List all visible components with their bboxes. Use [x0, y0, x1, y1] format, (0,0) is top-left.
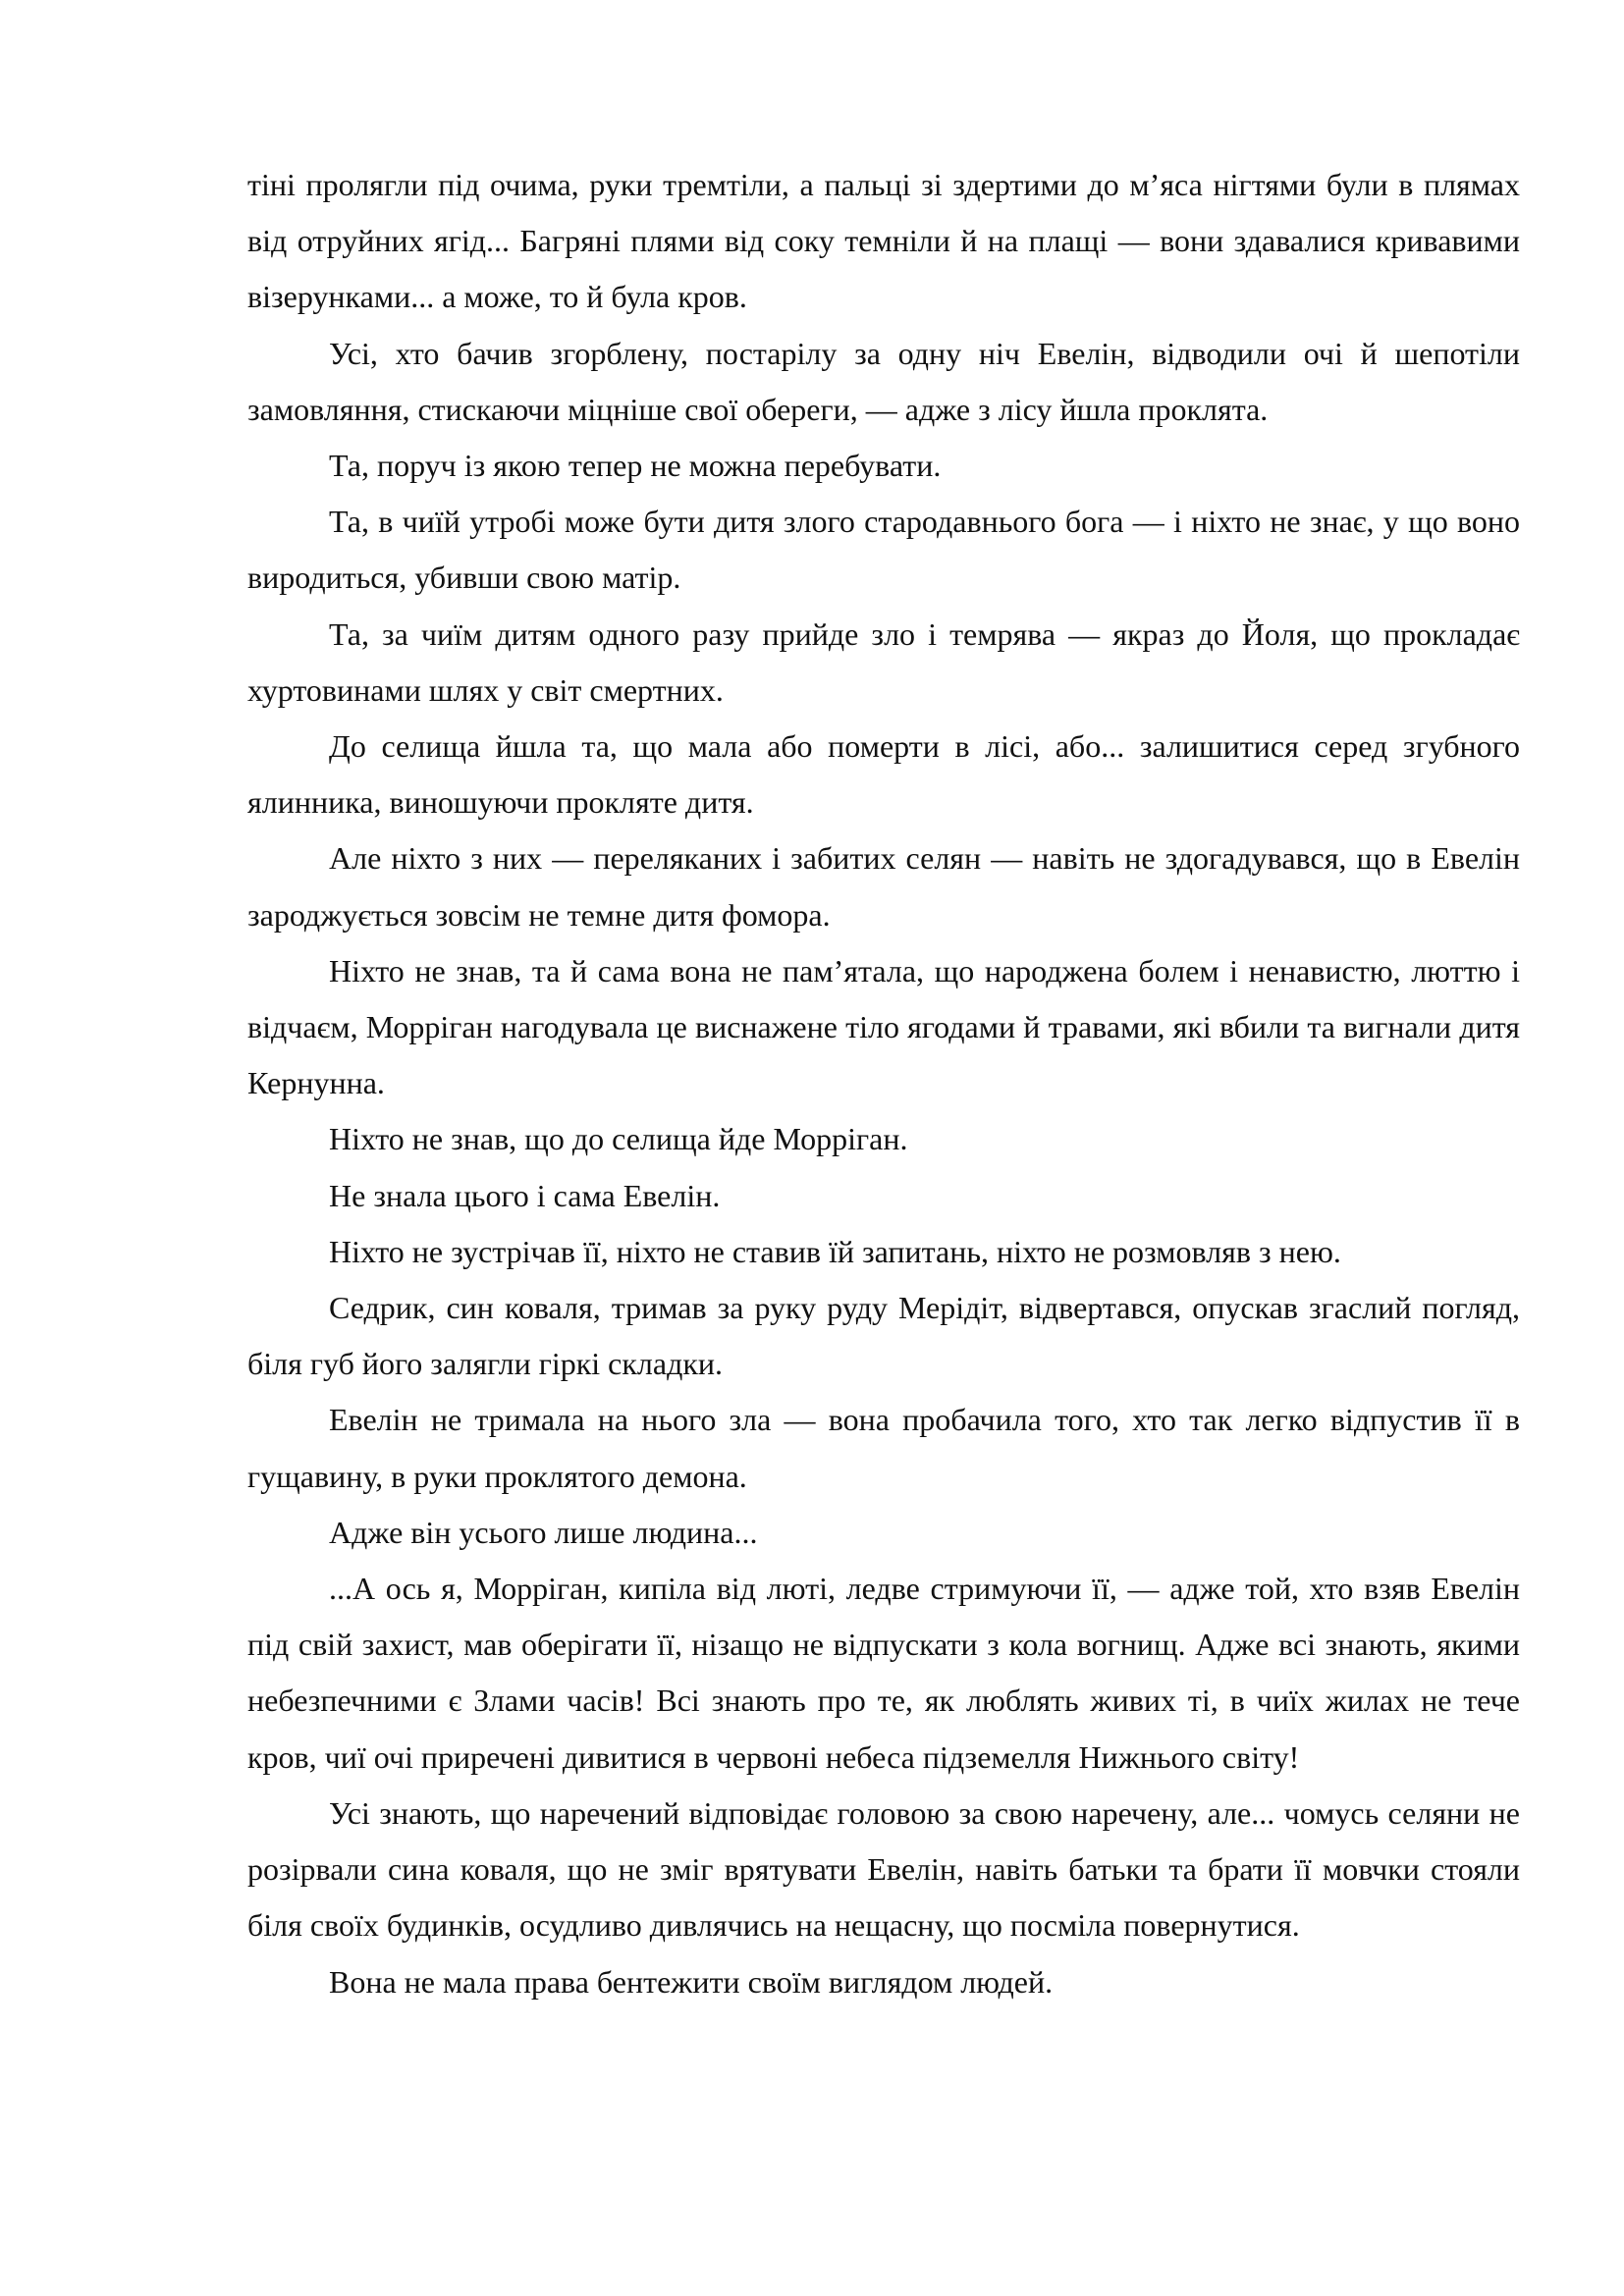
paragraph-continuation: тіні пролягли під очима, руки тремтіли, а пальці зі здертими до м’яса нігтями були в плямах від отруйних ягід... Багряні плями від соку темніли й на плащі — вони здавалися кривавими візерунками... а може, то й була кров.: [247, 167, 1520, 315]
paragraph: Та, поруч із якою тепер не можна перебувати.: [329, 448, 942, 484]
paragraph: Не знала цього і сама Евелін.: [329, 1177, 721, 1213]
paragraph: Адже він усього лише людина...: [329, 1514, 758, 1550]
paragraph: Ніхто не зустрічав її, ніхто не ставив їй запитань, ніхто не розмовляв з нею.: [329, 1233, 1341, 1269]
paragraph: Та, в чиїй утробі може бути дитя злого стародавнього бога — і ніхто не знає, у що воно виродиться, убивши свою матір.: [247, 504, 1520, 596]
paragraph: Усі знають, що наречений відповідає головою за свою наречену, але... чомусь селяни не розірвали сина коваля, що не зміг врятувати Евелін, навіть батьки та брати її мовчки стояли біля своїх будинків, осудливо дивлячись на нещасну, що посміла повернутися.: [247, 1794, 1520, 1944]
paragraph: Евелін не тримала на нього зла — вона пробачила того, хто так легко відпустив її в гущавину, в руки проклятого демона.: [247, 1402, 1520, 1494]
body-text: [247, 157, 1520, 2010]
paragraph: Ніхто не знав, що до селища йде Морріган.: [329, 1121, 908, 1157]
paragraph: ...А ось я, Морріган, кипіла від люті, ледве стримуючи її, — адже той, хто взяв Евелін під свій захист, мав оберігати її, нізащо не відпускати з кола вогнищ. Адже всі знають, якими небезпечними є Злами часів! Всі знають про те, як люблять живих ті, в чиїх жилах не тече кров, чиї очі приречені дивитися в червоні небеса підземелля Нижнього світу!: [247, 1571, 1520, 1775]
paragraph: Вона не мала права бентежити своїм виглядом людей.: [329, 1963, 1054, 2000]
paragraph: Ніхто не знав, та й сама вона не пам’ятала, що народжена болем і ненавистю, люттю і відчаєм, Морріган нагодувала це виснажене тіло ягодами й травами, які вбили та вигнали дитя Кернунна.: [247, 952, 1520, 1101]
paragraph: Але ніхто з них — переляканих і забитих селян — навіть не здогадувався, що в Евелін зароджується зовсім не темне дитя фомора.: [247, 840, 1520, 933]
paragraph: Та, за чиїм дитям одного разу прийде зло і темрява — якраз до Йоля, що прокладає хуртовинами шлях у світ смертних.: [247, 615, 1520, 708]
paragraph: До селища йшла та, що мала або померти в лісі, або... залишитися серед згубного ялинника, виношуючи прокляте дитя.: [247, 728, 1520, 821]
paragraph: Седрик, син коваля, тримав за руку руду Мерідіт, відвертався, опускав згаслий погляд, біля губ його залягли гіркі складки.: [247, 1290, 1520, 1382]
paragraph: Усі, хто бачив згорблену, постарілу за одну ніч Евелін, відводили очі й шепотіли замовляння, стискаючи міцніше свої обереги, — адже з лісу йшла проклята.: [247, 335, 1520, 427]
